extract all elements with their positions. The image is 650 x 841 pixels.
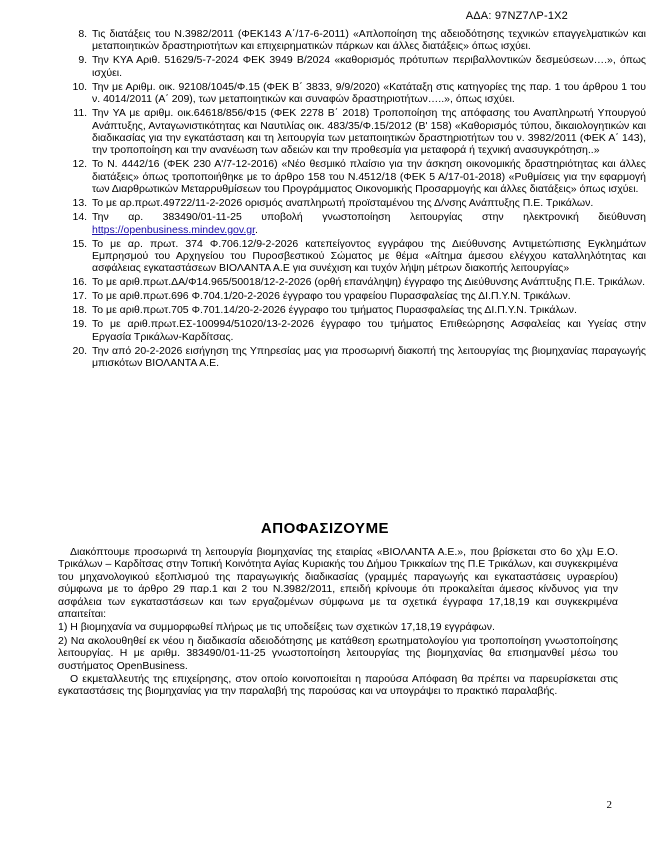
openbusiness-link[interactable]: https://openbusiness.mindev.gov.gr [92,223,256,236]
reference-text: Την από 20-2-2026 εισήγηση της Υπηρεσίας μας για προσωρινή διακοπή της λειτουργίας της βιομηχανίας παραγωγής μπισκότων ΒΙΟΛΑΝΤΑ Α.Ε. [92,344,646,370]
reference-text: Το με αριθ.πρωτ.705 Φ.701.14/20-2-2026 έγγραφο του τμήματος Πυρασφαλείας της ΔΙ.Π.Υ.Ν. Τρικάλων. [92,304,577,317]
reference-item [90,238,646,275]
decision-item: 2) Να ακολουθηθεί εκ νέου η διαδικασία αδειοδότησης με κατάθεση ερωτηματολογίου για τροποποίηση γνωστοποίησης λειτουργίας. Η με αριθμ. 383490/01-11-25 γνωστοποίηση λειτουργίας της βιομηχανίας θα επισημανθεί μέσω του συστήματος OpenBusiness. [58,634,618,672]
reference-text: Το Ν. 4442/16 (ΦΕΚ 230 Α'/7-12-2016) «Νέο θεσμικό πλαίσιο για την άσκηση οικονομικής δραστηριότητας και άλλες διατάξεις» όπως τροποποιήθηκε με το άρθρο 158 του Ν.4512/18 (ΦΕΚ 5 Α/17-01-2018) «Ρυθμίσεις για την εφαρμογή των Διαρθρωτικών Μεταρρυθμίσεων του Προγράμματος Οικονομικής Προσαρμογής και άλλες διατάξεις» όπως ισχύει. [92,158,646,196]
reference-item [90,197,646,209]
decision-body [58,546,618,699]
reference-text: Την ΥΑ με αριθμ. οικ.64618/856/Φ15 (ΦΕΚ 2278 Β΄ 2018) Τροποποίηση της απόφασης του Αναπληρωτή Υπουργού Ανάπτυξης, Ανταγωνιστικότητας και Ναυτιλίας οικ. 483/35/Φ.15/2012 (Β' 158) «Καθορισμός τύπου, δικαιολογητικών και διαδικασίας για την εγκατάσταση και τη λειτουργία των μεταποιητικών δραστηριοτήτων του ν. 3982/2011 (ΦΕΚ Α΄ 143), την τροποποίηση και την ανανέωση των αδειών και την προθεσμία για μεταφορά ή τεχνική ανασυγκρότηση..» [92,107,646,157]
decision-paragraph: Διακόπτουμε προσωρινά τη λειτουργία βιομηχανίας της εταιρίας «ΒΙΟΛΑΝΤΑ Α.Ε.», που βρίσκεται στο 6ο χλμ Ε.Ο. Τρικάλων – Καρδίτσας στην Τοπική Κοινότητα Αγίας Κυριακής του Δήμου Τρικκαίων της Π.Ε Τρικάλων, και συγκεκριμένα του μηχανολογικού εξοπλισμού της παραγωγικής διαδικασίας (γραμμές παραγωγής και εγκαταστάσεις υγραερίου) σύμφωνα με το άρθρο 29 παρ.1 και 2 του Ν.3982/2011, επειδή κρίνουμε ότι προκαλείται άμεσος κίνδυνος για την ασφάλεια των εγκαταστάσεων και των εργαζομένων σύμφωνα με τα σχετικά έγγραφα 17,18,19 και συγκεκριμένα απαιτείται: [58,546,618,621]
reference-text: Το με αρ. πρωτ. 374 Φ.706.12/9-2-2026 κατεπείγοντος εγγράφου της Διεύθυνσης Αντιμετώπισης Εγκλημάτων Εμπρησμού του Αρχηγείου του Πυροσβεστικού Σώματος με θέμα «Αίτημα άμεσου ελέγχου καταλληλότητας και ασφάλειας εγκαταστάσεων ΒΙΟΛΑΝΤΑ Α.Ε για συνέχιση και τυχόν λήψη μέτρων διακοπής λειτουργίας» [92,237,646,275]
reference-item [90,28,646,53]
reference-item [90,276,646,288]
reference-item [90,318,646,343]
reference-punct: . [255,223,258,236]
reference-item [90,345,646,370]
reference-text: Το με αριθ.πρωτ.ΕΣ-100994/51020/13-2-2026 έγγραφο του τμήματος Επιθεώρησης Ασφαλείας και Υγείας στην Εργασία Τρικάλων-Καρδίτσας. [92,318,646,343]
reference-item [90,54,646,79]
reference-text: Την με Αριθμ. οικ. 92108/1045/Φ.15 (ΦΕΚ Β΄ 3833, 9/9/2020) «Κατάταξη στις κατηγορίες της παρ. 1 του άρθρου 1 του ν. 4014/2011 (Α΄ 209), των μεταποιητικών και συναφών δραστηριοτήτων…..», όπως ισχύει. [92,80,646,106]
references-list [62,28,646,371]
reference-text: Το με αριθ.πρωτ.696 Φ.704.1/20-2-2026 έγγραφο του γραφείου Πυρασφαλείας της ΔΙ.Π.Υ.Ν. Τρικάλων. [92,290,571,303]
reference-item [90,290,646,302]
ada-code: ΑΔΑ: 97ΝΖ7ΛΡ-1Χ2 [465,10,568,22]
page-number: 2 [606,799,612,811]
reference-text: Το με αρ.πρωτ.49722/11-2-2026 ορισμός αναπληρωτή προϊσταμένου της Δ/νσης Ανάπτυξης Π.Ε. Τρικάλων. [92,197,594,210]
reference-item [90,211,646,236]
decision-paragraph: Ο εκμεταλλευτής της επιχείρησης, στον οποίο κοινοποιείται η παρούσα Απόφαση θα πρέπει να παρευρίσκεται στις εγκαταστάσεις της βιομηχανίας για την παραλαβή της παρούσας και να υπογράψει το πρακτικό παραλαβής. [58,673,618,698]
reference-text: Τις διατάξεις του Ν.3982/2011 (ΦΕΚ143 Α΄/17-6-2011) «Απλοποίηση της αδειοδότησης τεχνικών επαγγελματικών και μεταποιητικών δραστηριοτήτων και επιχειρηματικών πάρκων και άλλες διατάξεις» όπως ισχύει. [92,28,646,53]
reference-text: Την ΚΥΑ Αριθ. 51629/5-7-2024 ΦΕΚ 3949 Β/2024 «καθορισμός πρότυπων περιβαλλοντικών δεσμεύσεων….», όπως ισχύει. [92,54,646,79]
reference-item [90,107,646,157]
reference-text: Την αρ. 383490/01-11-25 υποβολή γνωστοποίηση λειτουργίας στην ηλεκτρονική διεύθυνση [92,211,646,224]
decision-heading: ΑΠΟΦΑΣΙΖΟΥΜΕ [260,520,390,537]
decision-item: 1) Η βιομηχανία να συμμορφωθεί πλήρως με τις υποδείξεις των σχετικών 17,18,19 εγγράφων. [58,621,495,634]
reference-item [90,304,646,316]
reference-item [90,81,646,106]
reference-text: Το με αριθ.πρωτ.ΔΑ/Φ14.965/50018/12-2-2026 (ορθή επανάληψη) έγγραφο της Διεύθυνσης Ανάπτυξης Π.Ε. Τρικάλων. [92,276,646,289]
reference-item [90,158,646,195]
